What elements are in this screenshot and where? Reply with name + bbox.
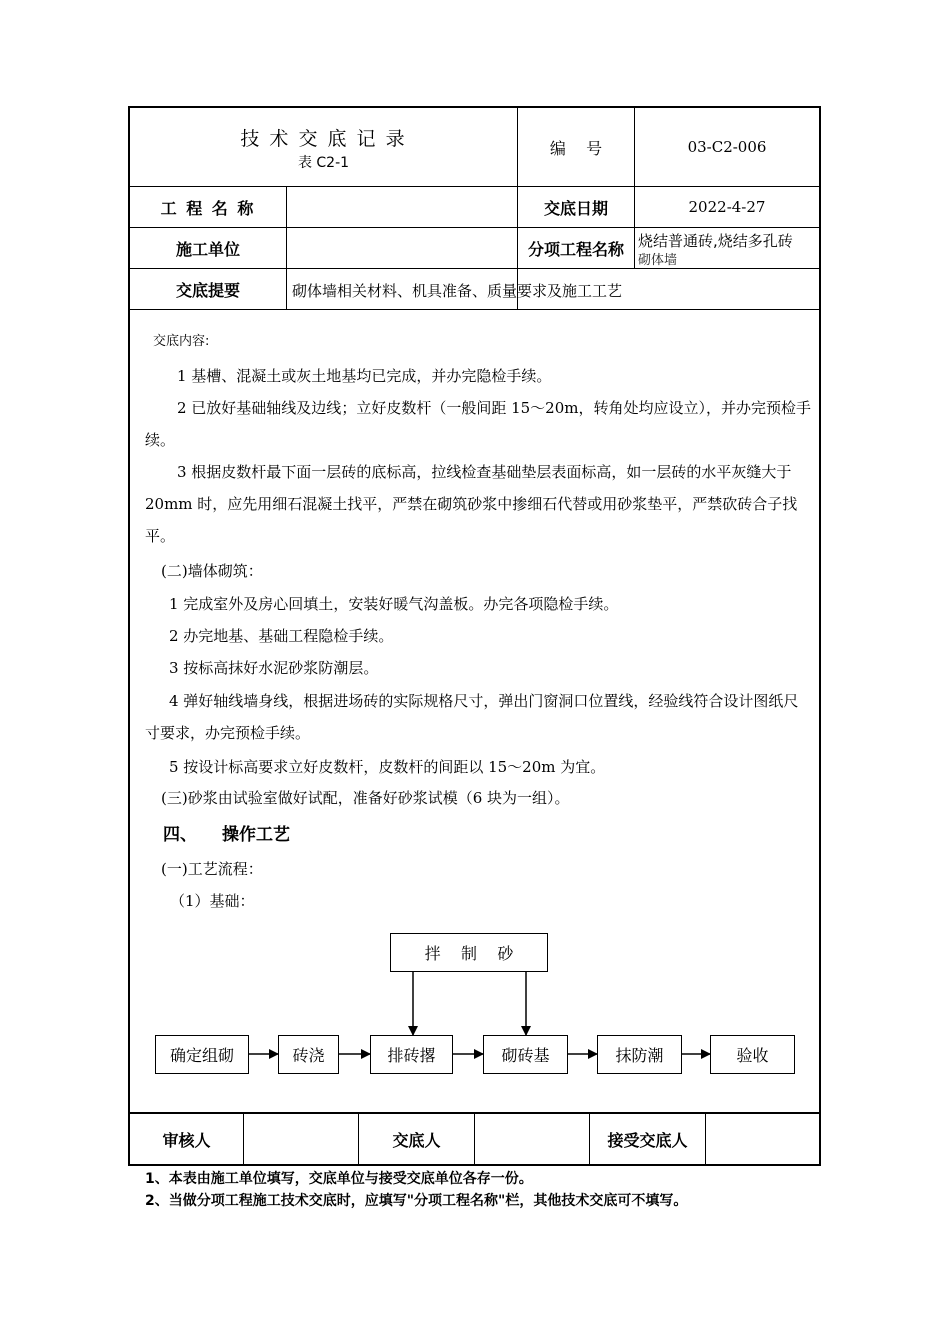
paragraph-2: 2 已放好基础轴线及边线；立好皮数杆（一般间距 15～20m，转角处均应设立），并办完预检手续。: [145, 399, 811, 449]
section-4-number: 四、: [163, 825, 197, 845]
process-flow-heading: (一)工艺流程：: [161, 860, 263, 878]
flow-box-step-3: 排砖撂: [370, 1035, 453, 1074]
receiver-label: 接受交底人: [607, 1130, 688, 1150]
date-label: 交底日期: [543, 198, 608, 218]
reviewer-value: [244, 1114, 358, 1164]
flow-box-step-6: 验收: [710, 1035, 795, 1074]
paragraph-3: 3 根据皮数杆最下面一层砖的底标高，拉线检查基础垫层表面标高，如一层砖的水平灰缝大于 20mm 时，应先用细石混凝土找平，严禁在砌筑砂浆中掺细石代替或用砂浆垫平，严禁砍砖合子找平。: [145, 463, 798, 545]
discloser-value: [475, 1114, 589, 1164]
paragraph-8: 5 按设计标高要求立好皮数杆，皮数杆的间距以 15～20m 为宜。: [169, 758, 606, 776]
form-number: 表 C2-1: [297, 155, 350, 171]
foundation-heading: （1）基础：: [170, 892, 255, 910]
paragraph-6: 3 按标高抹好水泥砂浆防潮层。: [169, 659, 379, 677]
paragraph-4: 1 完成室外及房心回填土，安装好暖气沟盖板。办完各项隐检手续。: [169, 595, 619, 613]
footnote-1: 1、本表由施工单位填写，交底单位与接受交底单位各存一份。: [145, 1171, 533, 1187]
summary-label: 交底提要: [175, 280, 240, 300]
section-2-heading: (二)墙体砌筑：: [161, 562, 263, 580]
footnote-2: 2、当做分项工程施工技术交底时，应填写"分项工程名称"栏，其他技术交底可不填写。: [145, 1193, 688, 1209]
sub-project-value-line2: 砌体墙: [638, 253, 678, 268]
sub-project-label: 分项工程名称: [527, 239, 624, 259]
receiver-value: [706, 1114, 819, 1164]
flow-box-mix-sand: 拌 制 砂: [390, 933, 548, 972]
flow-box-step-2: 砖浇: [278, 1035, 339, 1074]
content-heading: 交底内容:: [153, 334, 210, 349]
flow-box-step-1: 确定组砌: [155, 1035, 249, 1074]
construction-unit-label: 施工单位: [175, 239, 240, 259]
paragraph-5: 2 办完地基、基础工程隐检手续。: [169, 627, 394, 645]
flow-box-step-4: 砌砖基: [483, 1035, 568, 1074]
section-4-title: 操作工艺: [222, 825, 290, 845]
date-value: 2022-4-27: [688, 198, 766, 216]
section-3-text: (三)砂浆由试验室做好试配，准备好砂浆试模（6 块为一组）。: [161, 789, 570, 807]
number-label: 编 号: [549, 138, 603, 158]
sub-project-value-line1: 烧结普通砖,烧结多孔砖: [638, 232, 793, 250]
reviewer-label: 审核人: [162, 1130, 211, 1150]
paragraph-7: 4 弹好轴线墙身线，根据进场砖的实际规格尺寸，弹出门窗洞口位置线，经验线符合设计图纸尺寸要求，办完预检手续。: [145, 692, 799, 742]
paragraph-1: 1 基槽、混凝土或灰土地基均已完成，并办完隐检手续。: [177, 367, 552, 385]
summary-value: 砌体墙相关材料、机具准备、质量要求及施工工艺: [292, 282, 623, 300]
number-value: 03-C2-006: [687, 138, 767, 156]
project-name-label: 工 程 名 称: [160, 198, 256, 218]
document-title: 技 术 交 底 记 录: [240, 128, 407, 150]
discloser-label: 交底人: [392, 1130, 441, 1150]
flow-box-step-5: 抹防潮: [597, 1035, 682, 1074]
